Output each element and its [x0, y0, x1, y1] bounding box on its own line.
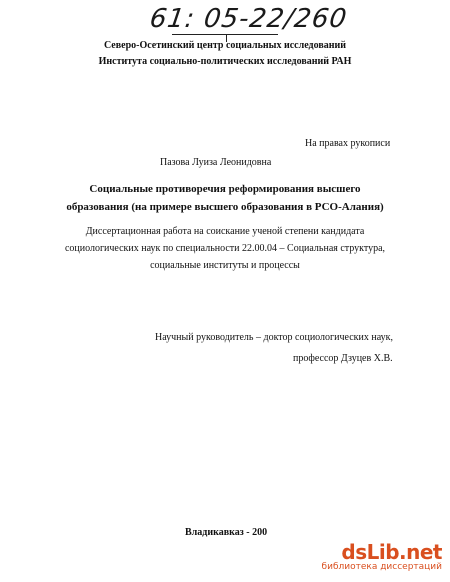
handwritten-archive-code: 61: 05-22/260 — [147, 4, 350, 34]
watermark-subtitle: библиотека диссертаций — [321, 562, 442, 572]
watermark-logo[interactable]: dsLib.net — [341, 540, 442, 564]
degree-description-line-2: социологических наук по специальности 22.00.04 – Социальная структура, — [64, 243, 386, 254]
degree-description-line-1: Диссертационная работа на соискание ученой степени кандидата — [85, 226, 365, 237]
organization-line-1: Северо-Осетинский центр социальных исследований — [103, 40, 347, 51]
supervisor-line-1: Научный руководитель – доктор социологических наук, — [155, 332, 393, 343]
author-name: Пазова Луиза Леонидовна — [160, 157, 272, 168]
handwritten-underline — [172, 34, 278, 35]
thesis-title-line-2: образования (на примере высшего образования в РСО-Алания) — [66, 201, 384, 213]
city-year: Владикавказ - 200 — [185, 527, 268, 538]
thesis-title-line-1: Социальные противоречия реформирования высшего — [89, 183, 361, 195]
supervisor-line-2: профессор Дзуцев Х.В. — [293, 353, 393, 364]
degree-description-line-3: социальные институты и процессы — [150, 260, 300, 271]
rights-note: На правах рукописи — [305, 138, 391, 149]
organization-line-2: Института социально-политических исследований РАН — [98, 56, 352, 67]
watermark[interactable] — [314, 540, 442, 576]
